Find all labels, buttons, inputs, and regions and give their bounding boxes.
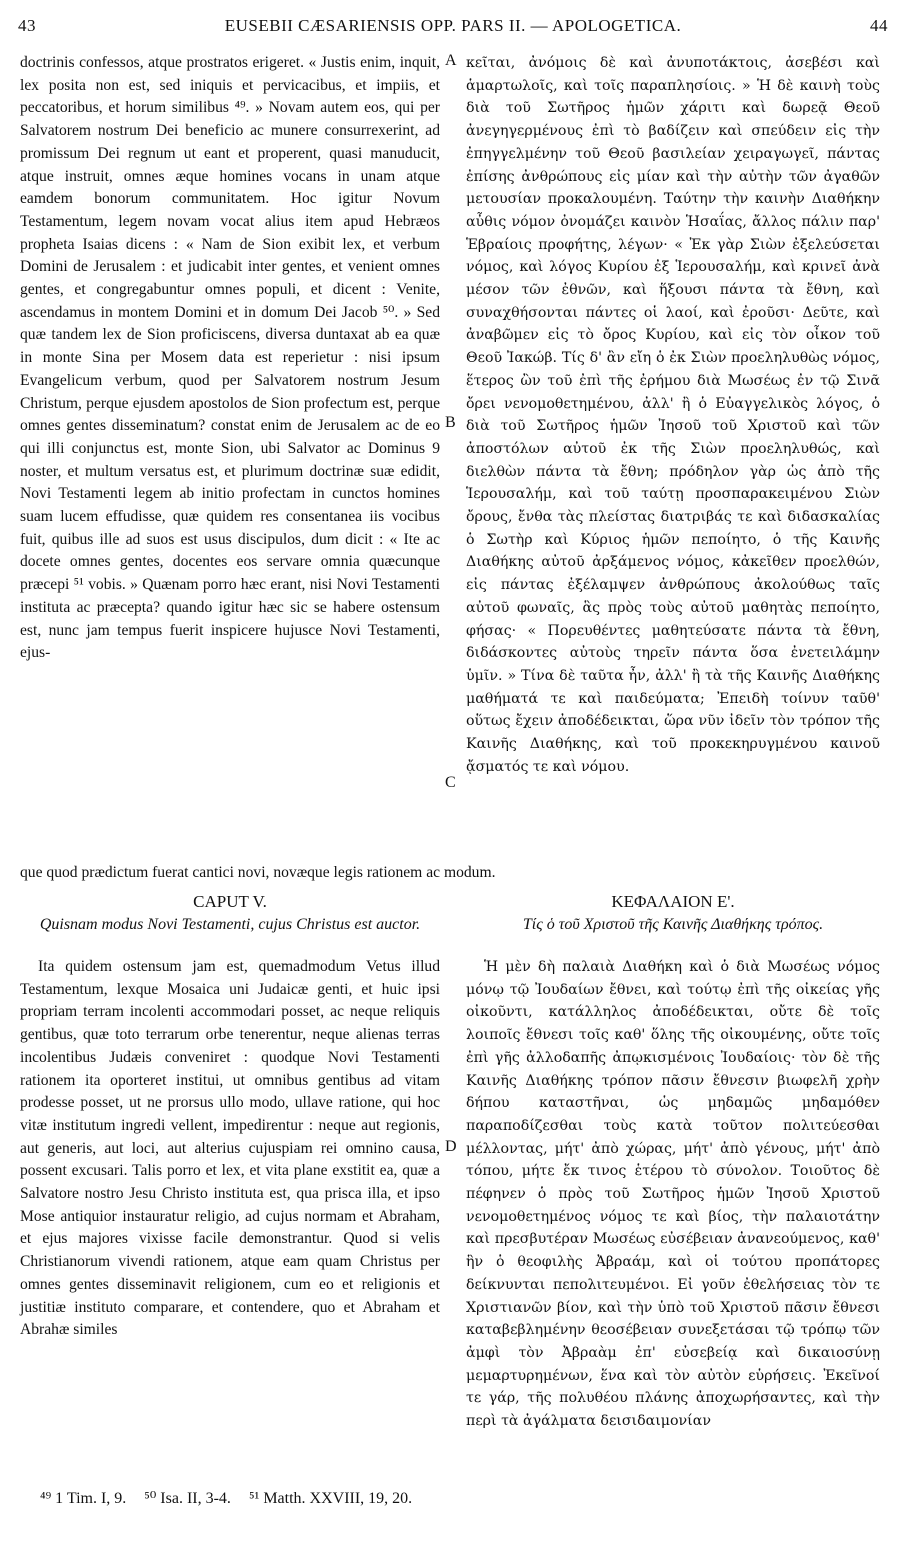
latin-column-top [20, 52, 440, 665]
latin-paragraph-bottom: Ita quidem ostensum jam est, quemadmodum Vetus illud Testamentum, lexque Mosaica uni Judaicæ genti, et huic ipsi propriam terram incolenti accommodari posset, ac neque reliquis gentibus, quæ toto terrarum orbe tenerentur, neque alienas terras incolentibus Judæis conveniret : quodque Novi Testamenti rationem ita oporteret institui, ut omnibus gentibus ad vitam prodesse posset, ut ne prorsus ullo modo, ullave ratione, qui hoc vitæ institutum ingredi vellent, impedirentur : neque aut regionis, aut generis, aut loci, aut alterius cujuspiam rei omnino causa, possent excusari. Talis porro et lex, et vita plane exstitit ea, quæ a Salvatore nostro Jesu Christo instituta est, qua prisca illa, et ipso Mose antiquior instauratur religio, ad cujus normam et Abraham, et ejus majores vixisse facile demonstrantur. Quod si velis Christianorum vivendi rationem, atque eam quam Christus per omnes gentes disseminavit religionem, cum eo et religionis et justitiæ instituto comparare, et contendere, quo et Abraham et Abrahæ similes [20, 958, 440, 1339]
margin-letter-c: C [445, 774, 456, 791]
running-header [18, 16, 888, 42]
page-number-right: 44 [870, 16, 888, 35]
greek-column-bottom [466, 956, 880, 1433]
footnotes [40, 1488, 426, 1508]
latin-continuation-line: que quod prædictum fuerat cantici novi, novæque legis rationem ac modum. [20, 864, 496, 881]
footnote: ⁵⁰ Isa. II, 3-4. [144, 1490, 231, 1507]
margin-letter-d: D [445, 1138, 457, 1155]
margin-letter-a: A [445, 52, 457, 69]
margin-letter-b: B [445, 414, 456, 431]
greek-chapter-subtitle: Τίς ὁ τοῦ Χριστοῦ τῆς Καινῆς Διαθήκης τρόπος. [522, 916, 824, 933]
footnote: ⁵¹ Matth. XXVIII, 19, 20. [248, 1490, 413, 1507]
greek-paragraph-top: κεῖται, ἀνόμοις δὲ καὶ ἀνυποτάκτοις, ἀσεβέσι καὶ ἁμαρτωλοῖς, καὶ τοῖς παραπλησίοις. » Ἡ δὲ καινὴ τοὺς διὰ τοῦ Σωτῆρος ἡμῶν χάριτι καὶ δωρεᾷ Θεοῦ ἀνεγηγερμένους ἐπὶ τὸ βαδίζειν καὶ σπεύδειν εἰς τὴν ἐπηγγελμένην τοῦ Θεοῦ βασιλείαν χειραγωγεῖ, πάντας ἐπίσης ἀνθρώπους εἰς μίαν καὶ τὴν αὐτὴν τῶν ἀγαθῶν μετουσίαν προκαλουμένη. Ταύτην τὴν καινὴν Διαθήκην αὖθις νόμον ὀνομάζει καινὸν Ἡσαΐας, ἄλλος πάλιν παρ' Ἑβραίοις προφήτης, λέγων· « Ἐκ γὰρ Σιὼν ἐξελεύσεται νόμος, καὶ λόγος Κυρίου ἐξ Ἱερουσαλήμ, καὶ κρινεῖ ἀνὰ μέσον τῶν ἐθνῶν, καὶ ἥξουσι πάντα τὰ ἔθνη, καὶ συναχθήσονται πάντες οἱ λαοί, καὶ ἐροῦσι· Δεῦτε, καὶ ἀναβῶμεν εἰς τὸ ὄρος Κυρίου, καὶ εἰς τὸν οἶκον τοῦ Θεοῦ Ἰακώβ. Τίς δ' ἂν εἴη ὁ ἐκ Σιὼν προεληλυθὼς νόμος, ἕτερος ὢν τοῦ ἐπὶ τῆς ἐρήμου διὰ Μωσέως ἐν τῷ Σινᾶ ὄρει νενομοθετημένου, ἀλλ' ἢ ὁ Εὐαγγελικὸς λόγος, ὁ διὰ τοῦ Σωτῆρος ἡμῶν Ἰησοῦ τοῦ Χριστοῦ καὶ τῶν ἀποστόλων αὐτοῦ ἐκ τῆς Σιὼν προεληλυθώς, καὶ διελθὼν πάντα τὰ ἔθνη; πρόδηλον γὰρ ὡς ἀπὸ τῆς Ἱερουσαλήμ, καὶ τοῦ ταύτῃ προσπαρακειμένου Σιὼν ὄρους, ἔνθα τὰς πλείστας διατριβάς τε καὶ διδασκαλίας ὁ Σωτὴρ καὶ Κύριος ἡμῶν πεποίητο, ὁ τῆς Καινῆς Διαθήκης αὐτοῦ ἀρξάμενος νόμος, κἀκεῖθεν προελθών, εἰς πάντας ἐξέλαμψεν ἀνθρώπους ἀκολούθως ταῖς αὐτοῦ φωναῖς, ἃς πρὸς τοὺς αὐτοῦ μαθητὰς πεποίητο, φήσας· « Πορευθέντες μαθητεύσατε πάντα τὰ ἔθνη, διδάσκοντες αὐτοὺς τηρεῖν πάντα ὅσα ἐνετειλάμην ὑμῖν. » Τίνα δὲ ταῦτα ἦν, ἀλλ' ἢ τὰ τῆς Καινῆς Διαθήκης μαθήματά τε καὶ παιδεύματα; Ἐπειδὴ τοίνυν ταῦθ' οὕτως ἔχειν ἀποδέδεικται, ὥρα νῦν ἰδεῖν τὸν τρόπον τῆς Καινῆς Διαθήκης, καὶ τοῦ προκεκηρυγμένου καινοῦ ᾄσματός τε καὶ νόμου. [466, 55, 880, 775]
greek-column-top [466, 52, 880, 779]
page-number-left: 43 [18, 16, 36, 35]
greek-paragraph-bottom: Ἡ μὲν δὴ παλαιὰ Διαθήκη καὶ ὁ διὰ Μωσέως νόμος μόνῳ τῷ Ἰουδαίων ἔθνει, καὶ τούτῳ ἐπὶ τῆς οἰκείας γῆς οἰκοῦντι, κατάλληλος ἀποδέδεικται, οὔτε δὲ τοῖς λοιποῖς ἔθνεσι τοῖς καθ' ὅλης τῆς οἰκουμένης, οὔτε τοῖς ἐπὶ γῆς ἀλλοδαπῆς ἀπῳκισμένοις Ἰουδαίοις· τὸν δὲ τῆς Καινῆς Διαθήκης τρόπον πᾶσιν ἔθνεσιν βιωφελῆ χρὴν δήπου καταστῆναι, ὡς μηδαμῶς μηδαμόθεν παραποδίζεσθαι τοὺς κατὰ τοῦτον πολιτεύεσθαι μέλλοντας, μήτ' ἀπὸ χώρας, μήτ' ἀπὸ γένους, μήτ' ἀπὸ τόπου, μήτε ἔκ τινος ἑτέρου τὸ σύνολον. Τοιοῦτος δὲ πέφηνεν ὁ πρὸς τοῦ Σωτῆρος ἡμῶν Ἰησοῦ Χριστοῦ νενομοθετημένος νόμος τε καὶ βίος, τὴν παλαιοτάτην καὶ πρεσβυτέραν Μωσέως εὐσέβειαν ἀνανεούμενος, καθ' ἣν ὁ θεοφιλὴς Ἀβραάμ, καὶ οἱ τούτου προπάτορες δείκνυνται πεπολιτευμένοι. Εἰ γοῦν ἐθελήσειας τὸν τε Χριστιανῶν βίον, καὶ τὴν ὑπὸ τοῦ Χριστοῦ πᾶσιν ἔθνεσι καταβεβλημένην θεοσέβειαν συνεξετάσαι τῷ τρόπῳ τῶν ἀμφὶ τὸν Ἀβραὰμ ἐπ' εὐσεβείᾳ καὶ δικαιοσύνῃ μεμαρτυρημένων, ἕνα καὶ τὸν αὐτὸν εὑρήσεις. Ἐκεῖνοί τε γάρ, τῆς πολυθέου πλάνης ἀποχωρήσαντες, καὶ τὴν περὶ τὰ ἀγάλματα δεισιδαιμονίαν [466, 959, 880, 1430]
greek-chapter-heading: ΚΕΦΑΛΑΙΟΝ Ε'. [611, 892, 735, 911]
latin-column-bottom [20, 956, 440, 1342]
running-title: EUSEBII CÆSARIENSIS OPP. PARS II. — APOLOGETICA. [224, 16, 682, 35]
latin-chapter-subtitle: Quisnam modus Novi Testamenti, cujus Christus est auctor. [39, 916, 421, 933]
footnote: ⁴⁹ 1 Tim. I, 9. [40, 1490, 127, 1507]
latin-chapter-heading: CAPUT V. [193, 892, 267, 911]
latin-paragraph-top: doctrinis confessos, atque prostratos erigeret. « Justis enim, inquit, lex posita non est, sed iniquis et pervicacibus, et impiis, et peccatoribus, et horum similibus ⁴⁹. » Novam autem eos, qui per Salvatorem nostrum Dei beneficio ac munere consurrexerint, ad promissum Dei regnum ut eant et properent, quasi manuducit, atque instruit, omnes æque homines vocans in unam atque eamdem bonorum communitatem. Hoc igitur Novum Testamentum, legem novam vocat alius item apud Hebræos propheta Isaias dicens : « Nam de Sion exibit lex, et verbum Domini de Jerusalem : et judicabit inter gentes, et venient omnes gentes, et congregabuntur omnes populi, et dicent : Venite, ascendamus in montem Domini et in domum Dei Jacob ⁵⁰. » Sed quæ tandem lex de Sion proficiscens, diversa duntaxat ab ea quæ in monte Sina per Mosem data est reperietur : nisi ipsum Evangelicum verbum, quod per Salvatorem nostrum Jesum Christum, perque ejusdem apostolos de Sion profectum est, perque omnes gentes disseminatum? constat enim de Jerusalem ac de eo qui illi conjunctus est, monte Sion, ubi Salvator ac Dominus 9 noster, et multum versatus est, et plurimum doctrinæ suæ edidit, Novi Testamenti legem ab initio profectam in cunctos homines suam lucem effudisse, quæ quidem res consentanea iis vocibus fuit, quibus ille ad suos est usus discipulos, dum dicit : « Ite ac docete omnes gentes, docentes eos servare omnia quæcunque præcepi ⁵¹ vobis. » Quænam porro hæc erant, nisi Novi Testamenti instituta ac præcepta? quando igitur hæc sic se habere ostensum est, nunc jam tempus fuerit inspicere hujusce Novi Testamenti, ejus- [20, 54, 440, 662]
